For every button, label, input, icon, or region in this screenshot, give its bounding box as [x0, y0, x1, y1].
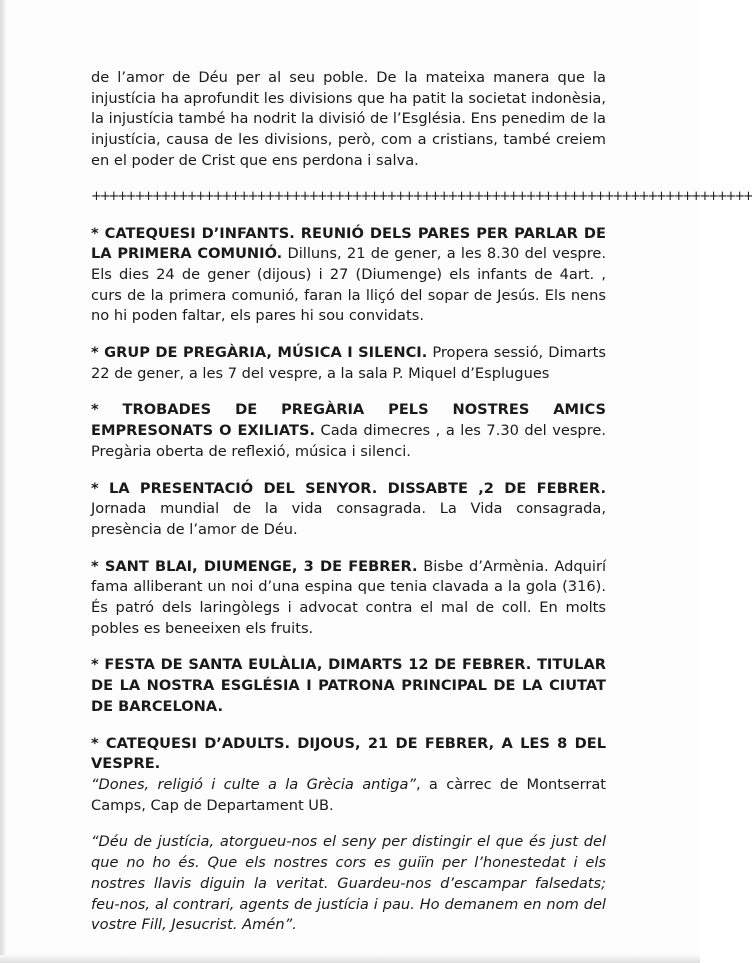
- announcement-text: Dilluns, 21 de gener, a les 8.30 del vespre. Els dies 24 de gener (dijous) i 27 (Diumenge) els infants de 4art. , curs de la primera comunió, faran la lliçó del sopar de Jesús. Els nens no hi poden faltar, els pares hi sou convidats.: [91, 245, 606, 325]
- announcement-heading: * GRUP DE PREGÀRIA, MÚSICA I SILENCI.: [91, 344, 428, 362]
- announcement-text: Jornada mundial de la vida consagrada. La Vida consagrada, presència de l’amor de Déu.: [91, 500, 606, 538]
- announcement-heading: * CATEQUESI D’ADULTS. DIJOUS, 21 DE FEBRER, A LES 8 DEL VESPRE.: [91, 734, 606, 773]
- announcement-heading: * FESTA DE SANTA EULÀLIA, DIMARTS 12 DE FEBRER. TITULAR DE LA NOSTRA ESGLÉSIA I PATRONA PRINCIPAL DE LA CIUTAT DE BARCELONA.: [91, 656, 606, 715]
- closing-prayer: “Déu de justícia, atorgueu-nos el seny per distingir el que és just del que no ho és. Que els nostres cors es guiïn per l’honestedat i els nostres llavis diguin la veritat. Guardeu-nos d’escampar falsedats; feu-nos, al contrari, agents de justícia i pau. Ho demanem en nom del vostre Fill, Jesucrist. Amén”.: [91, 833, 606, 934]
- announcement-text: , a càrrec de Montserrat Camps, Cap de Departament UB.: [91, 775, 606, 814]
- announcement-text: Cada dimecres , a les 7.30 del vespre. Pregària oberta de reflexió, música i silenci.: [91, 422, 606, 460]
- announcement-text: Bisbe d’Armènia. Adquirí fama alliberant un noi d’una espina que tenia clavada a la gola (316). És patró dels laringòlegs i advocat contra el mal de coll. En molts pobles es beneeixen els fruits.: [91, 557, 606, 637]
- announcement-catequesi-adults: [91, 734, 606, 817]
- announcement-heading: * LA PRESENTACIÓ DEL SENYOR. DISSABTE ,2 DE FEBRER.: [91, 479, 606, 497]
- announcement-trobades-pregaria: [91, 400, 606, 462]
- announcement-grup-pregaria: [91, 343, 606, 384]
- lecture-title: “Dones, religió i culte a la Grècia antiga”: [91, 775, 416, 793]
- announcement-heading: * TROBADES DE PREGÀRIA PELS NOSTRES AMICS EMPRESONATS O EXILIATS.: [91, 401, 606, 440]
- page-bottom-shadow: [0, 955, 700, 963]
- announcement-sant-blai: [91, 557, 606, 640]
- announcement-santa-eulalia: [91, 655, 606, 717]
- announcement-catequesi-infants: [91, 224, 606, 328]
- announcement-text: Propera sessió, Dimarts 22 de gener, a les 7 del vespre, a la sala P. Miquel d’Esplugues: [91, 344, 606, 382]
- document-body: [91, 68, 752, 952]
- intro-paragraph: de l’amor de Déu per al seu poble. De la mateixa manera que la injustícia ha aprofundit les divisions que ha patit la societat indonèsia, la injustícia també ha nodrit la divisió de l’Església. Ens penedim de la injustícia, causa de les divisions, però, com a cristians, també creiem en el poder de Crist que ens perdona i salva.: [91, 69, 606, 169]
- page-edge-shadow: [0, 0, 6, 963]
- separator-line: ++++++++++++++++++++++++++++++++++++++++++++++++++++++++++++++++++++++++++++: [91, 188, 752, 204]
- announcement-presentacio-senyor: [91, 479, 606, 541]
- announcement-heading: * SANT BLAI, DIUMENGE, 3 DE FEBRER.: [91, 557, 418, 575]
- announcement-heading: * CATEQUESI D’INFANTS. REUNIÓ DELS PARES PER PARLAR DE LA PRIMERA COMUNIÓ.: [91, 224, 606, 263]
